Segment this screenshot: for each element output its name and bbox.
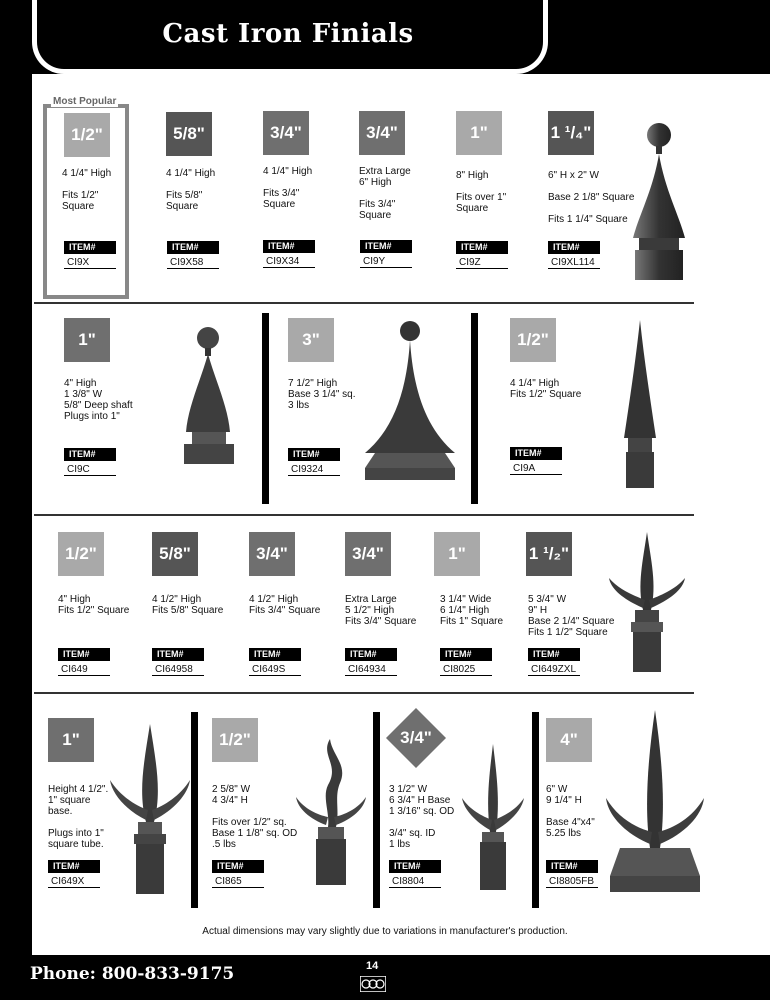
ball-top-finial-image	[625, 120, 695, 295]
item-label: ITEM#	[345, 648, 397, 661]
size-badge: 3/4"	[359, 111, 405, 155]
item-label: ITEM#	[288, 448, 340, 461]
item-code: CI8025	[440, 663, 492, 676]
item-code: CI64958	[152, 663, 204, 676]
item-label: ITEM#	[263, 240, 315, 253]
row-divider	[34, 692, 694, 694]
item-label: ITEM#	[456, 241, 508, 254]
product-description: Extra Large 5 1/2" High Fits 3/4" Square	[345, 594, 417, 627]
phone-number: Phone: 800-833-9175	[30, 964, 235, 984]
size-badge: 1 ¹/₄"	[548, 111, 594, 155]
left-frame	[0, 0, 32, 1000]
page-number: 14	[366, 960, 379, 972]
item-code: CI9Y	[360, 255, 412, 268]
item-code: CI9324	[288, 463, 340, 476]
item-code: CI9A	[510, 462, 562, 475]
vertical-separator	[191, 712, 198, 908]
size-badge: 1/2"	[212, 718, 258, 762]
dimensions-disclaimer: Actual dimensions may vary slightly due to variations in manufacturer's production.	[202, 926, 568, 937]
flame-finial-image	[290, 735, 370, 905]
item-code: CI9XL114	[548, 256, 600, 269]
item-label: ITEM#	[510, 447, 562, 460]
size-badge: 3/4"	[345, 532, 391, 576]
product-description: 8" High Fits over 1" Square	[456, 170, 507, 214]
item-label: ITEM#	[152, 648, 204, 661]
most-popular-label: Most Popular	[53, 96, 117, 107]
item-label: ITEM#	[546, 860, 598, 873]
size-badge: 4"	[546, 718, 592, 762]
product-description: 4 1/4" High Fits 1/2" Square	[62, 168, 112, 212]
item-label: ITEM#	[440, 648, 492, 661]
item-code: CI8804	[389, 875, 441, 888]
product-description: 6" W 9 1/4" H Base 4"x4" 5.25 lbs	[546, 784, 595, 839]
ball-top-finial-image	[355, 318, 465, 488]
product-description: 7 1/2" High Base 3 1/4" sq. 3 lbs	[288, 378, 356, 411]
item-code: CI649X	[48, 875, 100, 888]
product-description: 4 1/4" High Fits 1/2" Square	[510, 378, 582, 400]
size-badge: 1/2"	[510, 318, 556, 362]
size-badge: 1"	[456, 111, 502, 155]
size-badge: 1/2"	[58, 532, 104, 576]
item-label: ITEM#	[389, 860, 441, 873]
item-label: ITEM#	[48, 860, 100, 873]
row-divider	[34, 302, 694, 304]
item-label: ITEM#	[64, 241, 116, 254]
product-description: 4 1/4" High Fits 5/8" Square	[166, 168, 216, 212]
item-code: CI865	[212, 875, 264, 888]
gate-logo-icon	[360, 976, 386, 992]
product-description: 3 1/4" Wide 6 1/4" High Fits 1" Square	[440, 594, 504, 627]
vertical-separator	[471, 313, 478, 504]
product-description: 6" H x 2" W Base 2 1/8" Square Fits 1 1/4" Square	[548, 170, 635, 225]
size-badge: 1"	[64, 318, 110, 362]
item-label: ITEM#	[528, 648, 580, 661]
vertical-separator	[532, 712, 539, 908]
size-badge: 3/4"	[263, 111, 309, 155]
fleur-de-lis-finial-image	[600, 708, 710, 908]
item-code: CI9C	[64, 463, 116, 476]
product-description: 4 1/2" High Fits 5/8" Square	[152, 594, 224, 616]
product-description: 4" High 1 3/8" W 5/8" Deep shaft Plugs into 1"	[64, 378, 133, 422]
fleur-de-lis-finial-image	[605, 530, 690, 685]
size-badge: 1"	[48, 718, 94, 762]
size-badge: 3"	[288, 318, 334, 362]
size-badge: 1"	[434, 532, 480, 576]
item-code: CI9X34	[263, 255, 315, 268]
product-description: 3 1/2" W 6 3/4" H Base 1 3/16" sq. OD 3/4" sq. ID 1 lbs	[389, 784, 455, 850]
item-label: ITEM#	[360, 240, 412, 253]
size-badge: 5/8"	[152, 532, 198, 576]
page-title: Cast Iron Finials	[162, 19, 414, 49]
product-description: Extra Large 6" High Fits 3/4" Square	[359, 166, 411, 221]
size-badge: 3/4"	[249, 532, 295, 576]
item-code: CI8805FB	[546, 875, 598, 888]
item-label: ITEM#	[64, 448, 116, 461]
item-code: CI9X	[64, 256, 116, 269]
item-label: ITEM#	[167, 241, 219, 254]
fleur-de-lis-finial-image	[458, 742, 528, 902]
item-code: CI64934	[345, 663, 397, 676]
item-code: CI649S	[249, 663, 301, 676]
size-badge: 1/2"	[64, 113, 110, 157]
product-description: Height 4 1/2". 1" square base. Plugs into 1" square tube.	[48, 784, 109, 850]
product-description: 5 3/4" W 9" H Base 2 1/4" Square Fits 1 1/2" Square	[528, 594, 615, 638]
spear-finial-image	[610, 318, 670, 498]
product-description: 4 1/4" High Fits 3/4" Square	[263, 166, 313, 210]
fleur-de-lis-finial-image	[108, 722, 193, 907]
item-code: CI9X58	[167, 256, 219, 269]
item-label: ITEM#	[548, 241, 600, 254]
item-code: CI649ZXL	[528, 663, 580, 676]
ball-top-finial-image	[170, 322, 250, 492]
item-label: ITEM#	[58, 648, 110, 661]
item-code: CI649	[58, 663, 110, 676]
product-description: 2 5/8" W 4 3/4" H Fits over 1/2" sq. Base 1 1/8" sq. OD .5 lbs	[212, 784, 298, 850]
item-label: ITEM#	[249, 648, 301, 661]
product-description: 4" High Fits 1/2" Square	[58, 594, 130, 616]
item-label: ITEM#	[212, 860, 264, 873]
row-divider	[34, 514, 694, 516]
vertical-separator	[373, 712, 380, 908]
size-badge: 1 ¹/₂"	[526, 532, 572, 576]
product-description: 4 1/2" High Fits 3/4" Square	[249, 594, 321, 616]
size-badge: 5/8"	[166, 112, 212, 156]
vertical-separator	[262, 313, 269, 504]
item-code: CI9Z	[456, 256, 508, 269]
size-badge: 3/4"	[400, 728, 432, 747]
